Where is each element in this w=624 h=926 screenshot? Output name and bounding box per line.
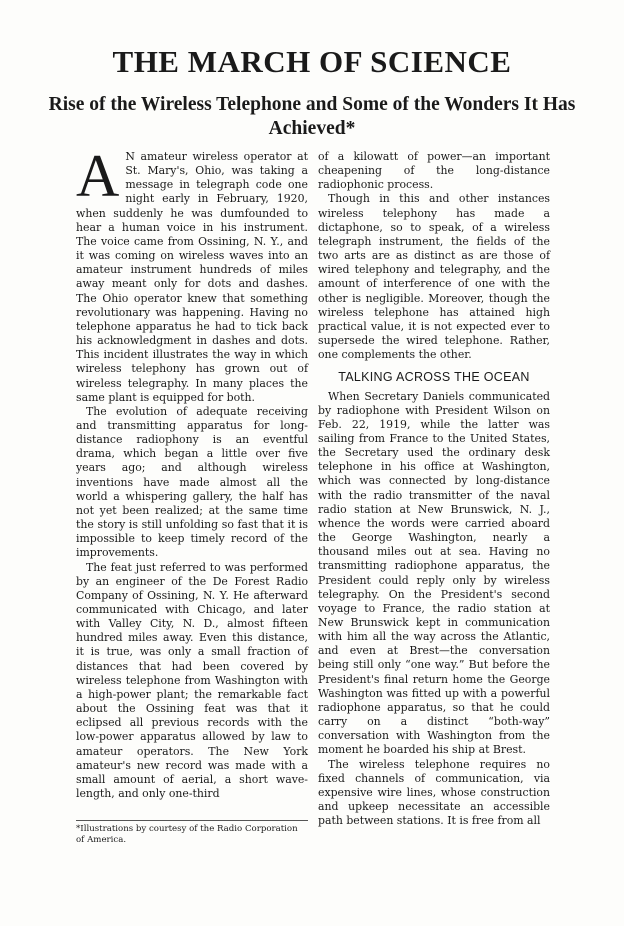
footnote: *Illustrations by courtesy of the Radio Corporation of America. [76, 820, 308, 845]
paragraph: of a kilowatt of power—an important cheapening of the long-distance radiophonic process. [318, 150, 550, 192]
paragraph: The wireless telephone requires no fixed channels of communication, via expensive wire lines, whose construction and upkeep necessitate an accessible path between stations. It is free from all [318, 757, 550, 828]
article-subtitle: Rise of the Wireless Telephone and Some of the Wonders It Has Achieved* [48, 94, 576, 139]
left-column [76, 143, 308, 801]
paragraph [76, 143, 308, 405]
paragraph: The feat just referred to was performed by an engineer of the De Forest Radio Company of Ossining, N. Y. He afterward communicated with Chicago, and later with Valley City, N. D., almost fifteen hundred miles away. Even this distance, it is true, was only a small fraction of distances that had been covered by wireless telephone from Washington with a high-power plant; the remarkable fact about the Ossining feat was that it eclipsed all previous records with the low-power apparatus allowed by law to amateur operators. The New York amateur's new record was made with a small amount of aerial, a short wave-length, and only one-third [76, 560, 308, 801]
page-title: THE MARCH OF SCIENCE [112, 44, 512, 79]
paragraph-text: N amateur wireless operator at St. Mary's, Ohio, was taking a message in telegraph code one night early in February, 1920, when suddenly he was dumfounded to hear a human voice in his instrument. The voice came from Ossining, N. Y., and it was coming on wireless waves into an amateur instrument hundreds of miles away meant only for dots and dashes. The Ohio operator knew that something revolutionary was happening. Having no telephone apparatus he had to tick back his acknowledgment in dashes and dots. This incident illustrates the way in which wireless telephony has grown out of wireless telegraphy. In many places the same plant is equipped for both. [76, 150, 308, 404]
paragraph: When Secretary Daniels communicated by radiophone with President Wilson on Feb. 22, 1919, while the latter was sailing from France to the United States, the Secretary used the ordinary desk telephone in his office at Washington, which was connected by long-distance with the radio transmitter of the naval radio station at New Brunswick, N. J., whence the words were carried aboard the George Washington, nearly a thousand miles out at sea. Having no transmitting radiophone apparatus, the President could reply only by wireless telegraphy. On the President's second voyage to France, the radio station at New Brunswick kept in communication with him all the way across the Atlantic, and even at Brest—the conversation being still only “one way.” But before the President's final return home the George Washington was fitted up with a powerful radiophone apparatus, so that he could carry on a distinct “both-way” conversation with Washington from the moment he boarded his ship at Brest. [318, 389, 550, 757]
paragraph: The evolution of adequate receiving and transmitting apparatus for long-distance radiophony is an eventful drama, which began a little over five years ago; and although wireless inventions have made almost all the world a whispering gallery, the half has not yet been realized; at the same time the story is still unfolding so fast that it is impossible to keep timely record of the improvements. [76, 404, 308, 560]
section-heading: TALKING ACROSS THE OCEAN [338, 370, 530, 385]
right-column [318, 150, 550, 828]
paragraph: Though in this and other instances wireless telephony has made a dictaphone, so to speak, of a wireless telegraph instrument, the fields of the two arts are as distinct as are those of wired telephony and telegraphy, and the amount of interference of one with the other is negligible. Moreover, though the wireless telephone has attained high practical value, it is not expected ever to supersede the wired telephone. Rather, one complements the other. [318, 192, 550, 362]
drop-cap: A [76, 143, 120, 209]
